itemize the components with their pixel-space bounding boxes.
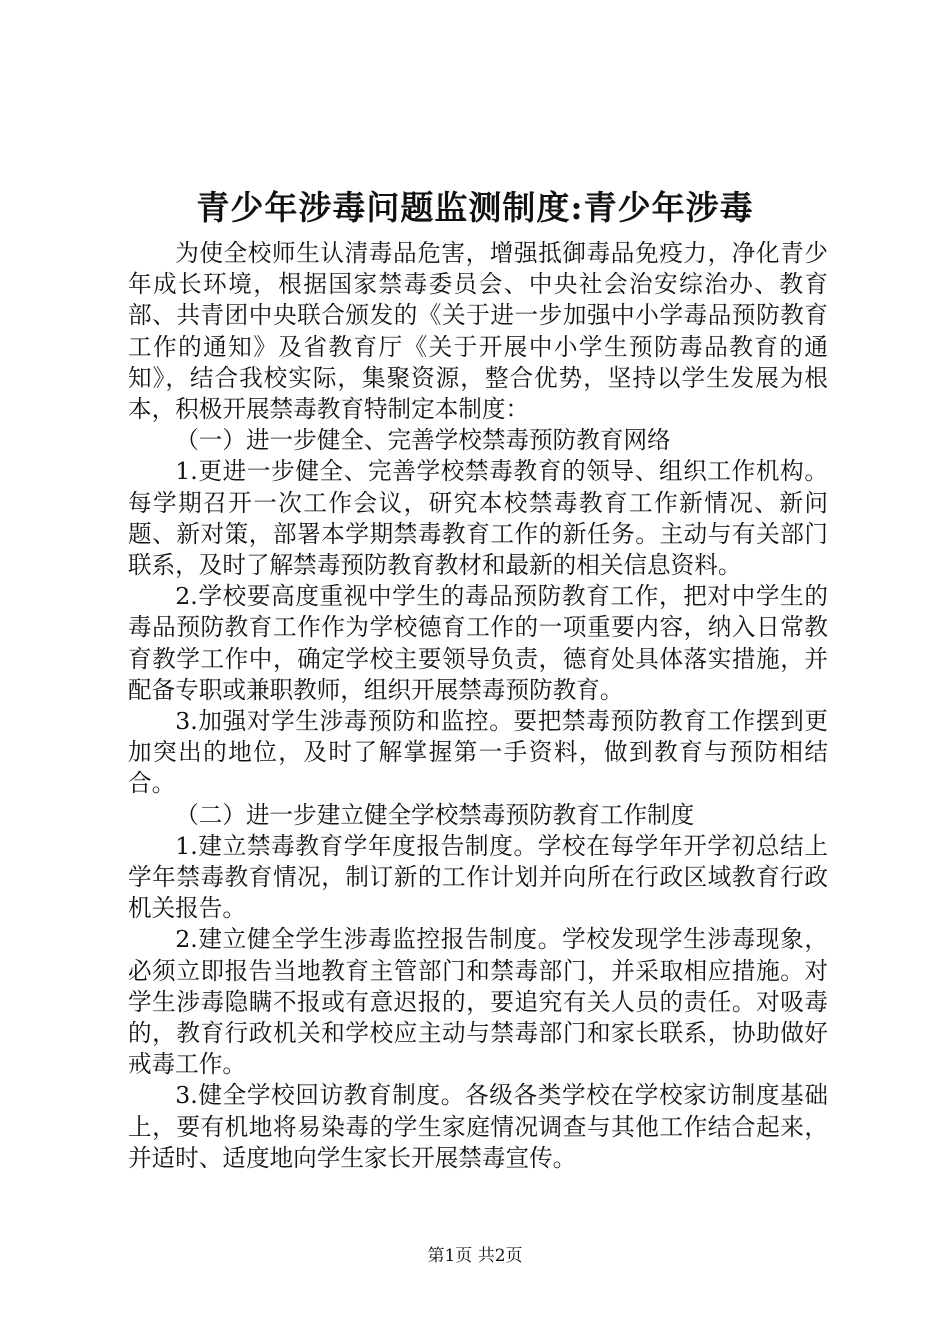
section-1-item-3: 3.加强对学生涉毒预防和监控。要把禁毒预防教育工作摆到更加突出的地位，及时了解掌握第一手资料，做到教育与预防相结合。	[128, 707, 828, 798]
page-footer: 第1页 共2页	[427, 1246, 523, 1266]
section-2-item-2: 2.建立健全学生涉毒监控报告制度。学校发现学生涉毒现象，必须立即报告当地教育主管部门和禁毒部门，并采取相应措施。对学生涉毒隐瞒不报或有意迟报的，要追究有关人员的责任。对吸毒的，教育行政机关和学校应主动与禁毒部门和家长联系，协助做好戒毒工作。	[128, 925, 828, 1079]
section-heading-1: （一）进一步健全、完善学校禁毒预防教育网络	[175, 426, 671, 455]
section-1-item-2: 2.学校要高度重视中学生的毒品预防教育工作，把对中学生的毒品预防教育工作作为学校德育工作的一项重要内容，纳入日常教育教学工作中，确定学校主要领导负责，德育处具体落实措施，并配备专职或兼职教师，组织开展禁毒预防教育。	[128, 582, 828, 704]
section-2-item-3: 3.健全学校回访教育制度。各级各类学校在学校家访制度基础上，要有机地将易染毒的学生家庭情况调查与其他工作结合起来，并适时、适度地向学生家长开展禁毒宣传。	[128, 1081, 828, 1172]
intro-paragraph: 为使全校师生认清毒品危害，增强抵御毒品免疫力，净化青少年成长环境，根据国家禁毒委员会、中央社会治安综治办、教育部、共青团中央联合颁发的《关于进一步加强中小学毒品预防教育工作的通知》及省教育厅《关于开展中小学生预防毒品教育的通知》，结合我校实际，集聚资源，整合优势，坚持以学生发展为根本，积极开展禁毒教育特制定本制度：	[128, 239, 828, 424]
section-1-item-1: 1.更进一步健全、完善学校禁毒教育的领导、组织工作机构。每学期召开一次工作会议，研究本校禁毒教育工作新情况、新问题、新对策，部署本学期禁毒教育工作的新任务。主动与有关部门联系，及时了解禁毒预防教育教材和最新的相关信息资料。	[128, 457, 828, 580]
document-title: 青少年涉毒问题监测制度:青少年涉毒	[196, 188, 754, 227]
section-heading-2: （二）进一步建立健全学校禁毒预防教育工作制度	[175, 800, 695, 829]
section-2-item-1: 1.建立禁毒教育学年度报告制度。学校在每学年开学初总结上学年禁毒教育情况，制订新的工作计划并向所在行政区域教育行政机关报告。	[128, 831, 828, 923]
document-body	[128, 238, 828, 1174]
